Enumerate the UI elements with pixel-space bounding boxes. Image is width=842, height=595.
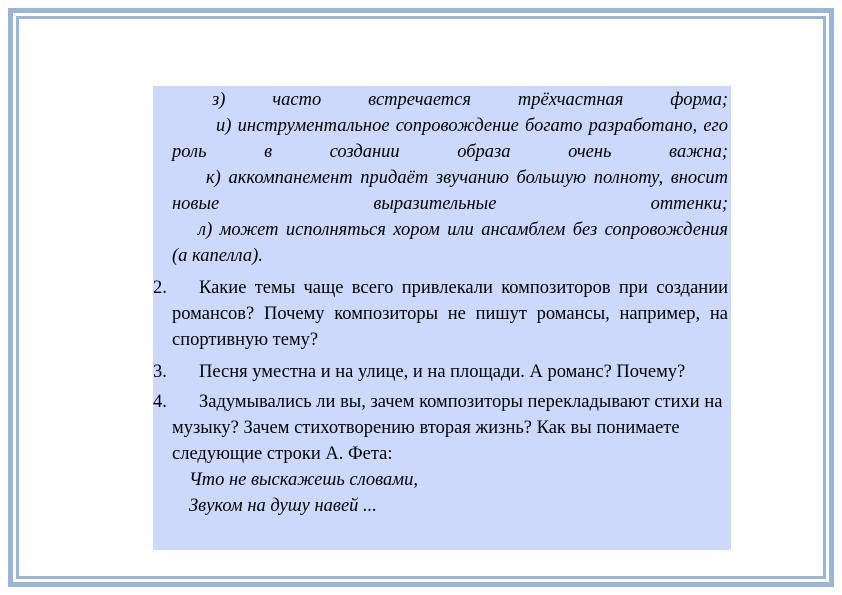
poem-line-1: Что не выскажешь словами, (189, 470, 418, 490)
question-number: 4. (153, 392, 167, 412)
sub-item-l: л) может исполняться хором или ансамблем без сопровождения (а капелла). (172, 220, 728, 266)
question-text: Какие темы чаще всего привлекали композиторов при создании романсов? Почему композиторы не пишут романсы, например, на спортивную тему? (172, 278, 728, 350)
question-number: 2. (153, 278, 167, 298)
sub-item-i: и) инструментальное сопровождение богато разработано, его роль в создании образа очень важна; (172, 116, 728, 162)
poem-line-2: Звуком на душу навей ... (189, 496, 377, 516)
question-4 (153, 389, 728, 467)
sub-item-k: к) аккомпанемент придаёт звучанию большую полноту, вносит новые выразительные оттенки; (172, 168, 728, 214)
question-3 (153, 359, 728, 385)
sub-item-z: з) часто встречается трёхчастная форма; (212, 90, 728, 110)
question-2 (153, 275, 728, 353)
question-text: Песня уместна и на улице, и на площади. А романс? Почему? (199, 362, 686, 382)
text-block (153, 86, 731, 550)
question-number: 3. (153, 362, 167, 382)
question-text: Задумывались ли вы, зачем композиторы перекладывают стихи на музыку? Зачем стихотворению вторая жизнь? Как вы понимаете следующие строки А. Фета: (172, 392, 723, 464)
